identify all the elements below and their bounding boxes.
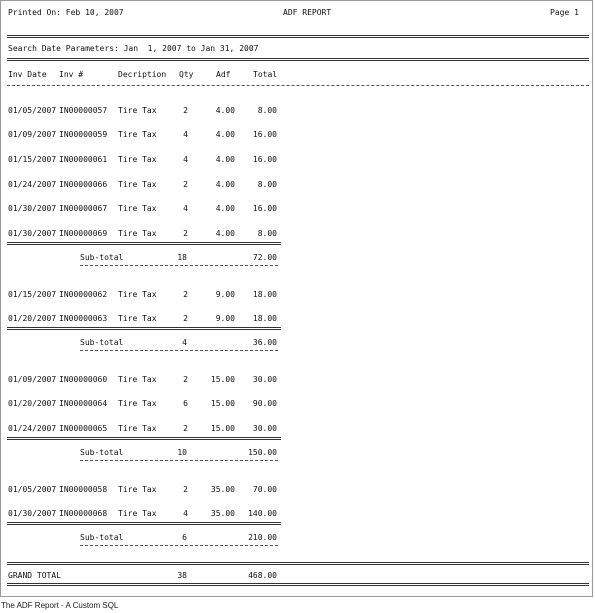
- col-header-description: Decription: [118, 70, 167, 79]
- row-qty: 4: [183, 155, 188, 164]
- row-total: 70.00: [252, 485, 277, 494]
- subtotal-label: Sub-total: [80, 253, 124, 262]
- row-adf: 15.00: [210, 424, 235, 433]
- row-description: Tire Tax: [118, 155, 157, 164]
- subtotal-double-rule: [7, 522, 281, 525]
- grand-total-amount: 468.00: [248, 571, 277, 580]
- row-inv-number: IN00000067: [59, 204, 108, 213]
- column-header-dashed-rule: [7, 85, 589, 86]
- row-qty: 2: [183, 424, 188, 433]
- row-adf: 4.00: [215, 130, 235, 139]
- row-adf: 15.00: [210, 399, 235, 408]
- row-total: 16.00: [252, 204, 277, 213]
- grand-total-bottom-rule: [7, 583, 589, 586]
- row-adf: 4.00: [215, 204, 235, 213]
- search-date-parameters: Search Date Parameters: Jan 1, 2007 to Jan 31, 2007: [8, 44, 259, 53]
- row-inv-number: IN00000064: [59, 399, 108, 408]
- subtotal-qty: 18: [177, 253, 187, 262]
- row-inv-date: 01/09/2007: [8, 130, 57, 139]
- row-qty: 2: [183, 485, 188, 494]
- subtotal-qty: 4: [182, 338, 187, 347]
- col-header-inv-date: Inv Date: [8, 70, 47, 79]
- row-total: 8.00: [257, 180, 277, 189]
- row-inv-date: 01/15/2007: [8, 290, 57, 299]
- row-total: 30.00: [252, 424, 277, 433]
- grand-total-qty: 38: [177, 571, 187, 580]
- row-qty: 4: [183, 130, 188, 139]
- subtotal-qty: 6: [182, 533, 187, 542]
- row-total: 8.00: [257, 229, 277, 238]
- row-inv-number: IN00000066: [59, 180, 108, 189]
- row-inv-date: 01/05/2007: [8, 485, 57, 494]
- subtotal-label: Sub-total: [80, 448, 124, 457]
- subtotal-label: Sub-total: [80, 533, 124, 542]
- page-number: Page 1: [550, 8, 579, 17]
- subtotal-amount: 36.00: [252, 338, 277, 347]
- row-adf: 9.00: [215, 314, 235, 323]
- row-inv-number: IN00000062: [59, 290, 108, 299]
- row-inv-date: 01/30/2007: [8, 204, 57, 213]
- row-qty: 2: [183, 180, 188, 189]
- row-inv-date: 01/15/2007: [8, 155, 57, 164]
- row-inv-date: 01/24/2007: [8, 424, 57, 433]
- row-description: Tire Tax: [118, 485, 157, 494]
- report-title: ADF REPORT: [283, 8, 332, 17]
- row-qty: 2: [183, 290, 188, 299]
- row-description: Tire Tax: [118, 424, 157, 433]
- row-qty: 6: [183, 399, 188, 408]
- row-description: Tire Tax: [118, 509, 157, 518]
- row-adf: 15.00: [210, 375, 235, 384]
- row-total: 8.00: [257, 106, 277, 115]
- row-adf: 4.00: [215, 155, 235, 164]
- row-inv-number: IN00000058: [59, 485, 108, 494]
- row-inv-date: 01/30/2007: [8, 229, 57, 238]
- row-inv-number: IN00000063: [59, 314, 108, 323]
- row-description: Tire Tax: [118, 106, 157, 115]
- row-description: Tire Tax: [118, 290, 157, 299]
- row-inv-date: 01/20/2007: [8, 314, 57, 323]
- header-double-rule: [7, 35, 589, 38]
- row-description: Tire Tax: [118, 229, 157, 238]
- row-adf: 35.00: [210, 485, 235, 494]
- row-adf: 9.00: [215, 290, 235, 299]
- row-inv-number: IN00000069: [59, 229, 108, 238]
- row-total: 30.00: [252, 375, 277, 384]
- subtotal-qty: 10: [177, 448, 187, 457]
- subtotal-dashed-rule: [80, 350, 278, 351]
- subtotal-double-rule: [7, 437, 281, 440]
- subtotal-dashed-rule: [80, 545, 278, 546]
- row-qty: 4: [183, 204, 188, 213]
- params-double-rule: [7, 58, 589, 61]
- col-header-inv-number: Inv #: [59, 70, 84, 79]
- subtotal-double-rule: [7, 242, 281, 245]
- grand-total-label: GRAND TOTAL: [8, 571, 61, 580]
- row-inv-number: IN00000060: [59, 375, 108, 384]
- row-inv-date: 01/24/2007: [8, 180, 57, 189]
- row-inv-date: 01/30/2007: [8, 509, 57, 518]
- col-header-total: Total: [253, 70, 278, 79]
- figure-caption: The ADF Report - A Custom SQL: [1, 601, 119, 610]
- row-qty: 2: [183, 314, 188, 323]
- row-adf: 4.00: [215, 180, 235, 189]
- row-description: Tire Tax: [118, 180, 157, 189]
- grand-total-top-rule: [7, 562, 589, 565]
- row-qty: 2: [183, 229, 188, 238]
- subtotal-dashed-rule: [80, 460, 278, 461]
- row-inv-number: IN00000065: [59, 424, 108, 433]
- row-description: Tire Tax: [118, 314, 157, 323]
- row-total: 140.00: [248, 509, 277, 518]
- row-total: 18.00: [252, 290, 277, 299]
- subtotal-double-rule: [7, 327, 281, 330]
- row-description: Tire Tax: [118, 375, 157, 384]
- row-description: Tire Tax: [118, 399, 157, 408]
- row-total: 90.00: [252, 399, 277, 408]
- row-inv-date: 01/20/2007: [8, 399, 57, 408]
- row-total: 16.00: [252, 155, 277, 164]
- row-inv-number: IN00000057: [59, 106, 108, 115]
- row-inv-number: IN00000059: [59, 130, 108, 139]
- col-header-qty: Qty: [179, 70, 194, 79]
- row-adf: 4.00: [215, 106, 235, 115]
- row-inv-number: IN00000068: [59, 509, 108, 518]
- row-inv-number: IN00000061: [59, 155, 108, 164]
- row-adf: 4.00: [215, 229, 235, 238]
- row-qty: 4: [183, 509, 188, 518]
- subtotal-label: Sub-total: [80, 338, 124, 347]
- col-header-adf: Adf: [216, 70, 231, 79]
- row-qty: 2: [183, 375, 188, 384]
- row-description: Tire Tax: [118, 130, 157, 139]
- subtotal-amount: 150.00: [248, 448, 277, 457]
- row-inv-date: 01/09/2007: [8, 375, 57, 384]
- row-total: 18.00: [252, 314, 277, 323]
- row-total: 16.00: [252, 130, 277, 139]
- row-qty: 2: [183, 106, 188, 115]
- row-inv-date: 01/05/2007: [8, 106, 57, 115]
- printed-on-text: Printed On: Feb 10, 2007: [8, 8, 124, 17]
- subtotal-dashed-rule: [80, 265, 278, 266]
- subtotal-amount: 72.00: [252, 253, 277, 262]
- row-description: Tire Tax: [118, 204, 157, 213]
- row-adf: 35.00: [210, 509, 235, 518]
- subtotal-amount: 210.00: [248, 533, 277, 542]
